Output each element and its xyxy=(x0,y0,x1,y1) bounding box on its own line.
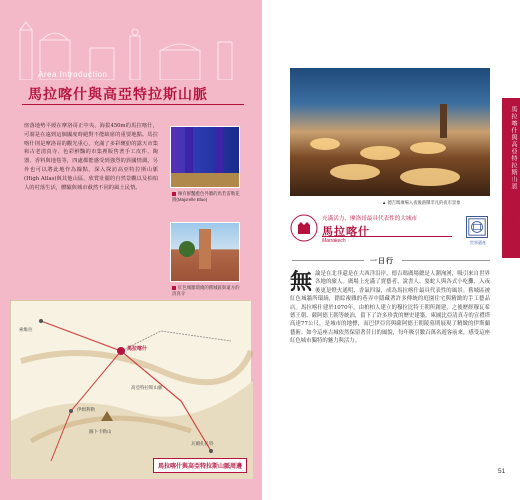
stall-light-shape xyxy=(360,146,400,160)
side-running-head: 馬拉喀什 Marrakech xyxy=(510,178,516,232)
area-introduction-label: Area Introduction xyxy=(38,70,108,79)
stall-light-shape xyxy=(400,168,460,186)
ground-shape xyxy=(171,173,240,187)
city-name: 馬拉喀什 xyxy=(322,225,370,238)
section-title: 馬拉喀什與高亞特拉斯山脈 xyxy=(28,87,208,103)
palm-tree-shape xyxy=(179,241,195,257)
day-divider-left xyxy=(292,260,364,261)
map-caption: 馬拉喀什與高亞特拉斯山脈周邊 xyxy=(153,458,247,473)
majorelle-garden-photo xyxy=(170,126,240,188)
photo-caption xyxy=(172,191,242,203)
skyline-decoration xyxy=(0,0,262,80)
stall-light-shape xyxy=(410,142,446,154)
koutoubia-minaret-shape xyxy=(440,104,447,138)
caption-text: 紅色城牆環繞的舊城區與遠方的清真寺 xyxy=(172,285,240,296)
map-label-essaouira: 索維拉 xyxy=(19,327,33,332)
page-number: 51 xyxy=(498,468,506,475)
day-divider-right xyxy=(402,260,490,261)
city-description xyxy=(290,270,490,346)
city-tagline: 充滿活力、摩洛哥最具代表性的大城市 xyxy=(322,216,418,222)
city-header xyxy=(290,212,490,246)
city-name-english: Marrakech xyxy=(322,238,346,244)
intro-paragraph: 座落地勢平緩在摩洛哥正中央，海拔450m的馬拉喀什，可謂是在遠到這個國度時絕對不能缺席的重要地點。馬拉喀什則是摩洛哥的觀光重心，充滿了多彩繽紛的露天市集和古老清真寺、色彩鮮豔的市集裡販售著手工皮件、陶器、香料與地毯等，四處都能感受到強烈的異國情調。另外也可以將此地作為據點，深入探訪高亞特拉斯山脈(High Atlas)與其他山區，欣賞壯麗的自然景觀以及柏柏人的村落生活，體驗與城市截然不同的風土民情。 xyxy=(24,123,158,191)
map-label-atlas: 高亞特拉斯山脈 xyxy=(131,385,163,390)
city-description-text: 論是在北非還是在大西洋沿岸，德吉瑪廣場總是人潮洶湧，吸引來自世界各地的旅人。廣場上充滿了賣藝者、說書人、耍蛇人與各式小吃攤，入夜後更是燈火通明、香氣四溢，成為馬拉喀什最具代表性的風景。舊城區被紅色城牆所環繞，錯綜複雜的巷弄中隱藏著許多傳統的庭園住宅與精緻的手工藝品店。馬拉喀什建於1070年，由柏柏人建立的穆拉比特王朝所創建，之後歷經穆瓦希德王朝、薩阿德王朝等統治，留下了許多珍貴的歷史建築。庫圖比亞清真寺的宣禮塔高達77公尺，是城市的地標，而巴伊亞宮與薩阿德王朝陵墓則展現了精緻的伊斯蘭藝術。如今這座古城依然保留著昔日的風貌，每年吸引數百萬名遊客前來，感受這座紅色城市獨特的魅力與活力。 xyxy=(290,271,490,345)
minaret-shape xyxy=(199,229,211,269)
jemaa-el-fnaa-photo xyxy=(290,68,490,196)
caption-marker-icon xyxy=(172,192,176,196)
title-divider xyxy=(22,104,244,105)
hero-caption: ▲ 德吉瑪廣場入夜後熱鬧非凡的夜市景象 xyxy=(382,200,461,205)
stall-light-shape xyxy=(310,138,340,150)
city-emblem-icon xyxy=(290,214,318,242)
map-label-toubkal: 圖卜卡勒山 xyxy=(89,429,112,434)
caption-text: 擁有鮮豔藍色外牆的馬若雷勒花園(Majorelle Blue) xyxy=(172,191,240,202)
map-label-ouarzazate: 瓦爾扎扎特 xyxy=(191,441,214,446)
city-divider xyxy=(322,236,452,237)
photo-caption xyxy=(172,285,242,297)
caption-marker-icon xyxy=(172,286,176,290)
stall-light-shape xyxy=(330,164,380,180)
world-heritage-icon xyxy=(466,216,488,238)
world-heritage-label: 世界遺產 xyxy=(470,240,486,245)
drop-cap: 無 xyxy=(290,269,313,295)
chapter-tab-label: 馬拉喀什與高亞特拉斯山脈 xyxy=(510,106,517,190)
day-trip-label: 一日行 xyxy=(370,256,394,265)
map-label-marrakech: 馬拉喀什 xyxy=(127,346,148,352)
region-map xyxy=(10,300,252,478)
right-page xyxy=(262,0,520,500)
map-label-imlil: 伊姆利勒 xyxy=(77,407,95,412)
old-town-photo xyxy=(170,222,240,282)
